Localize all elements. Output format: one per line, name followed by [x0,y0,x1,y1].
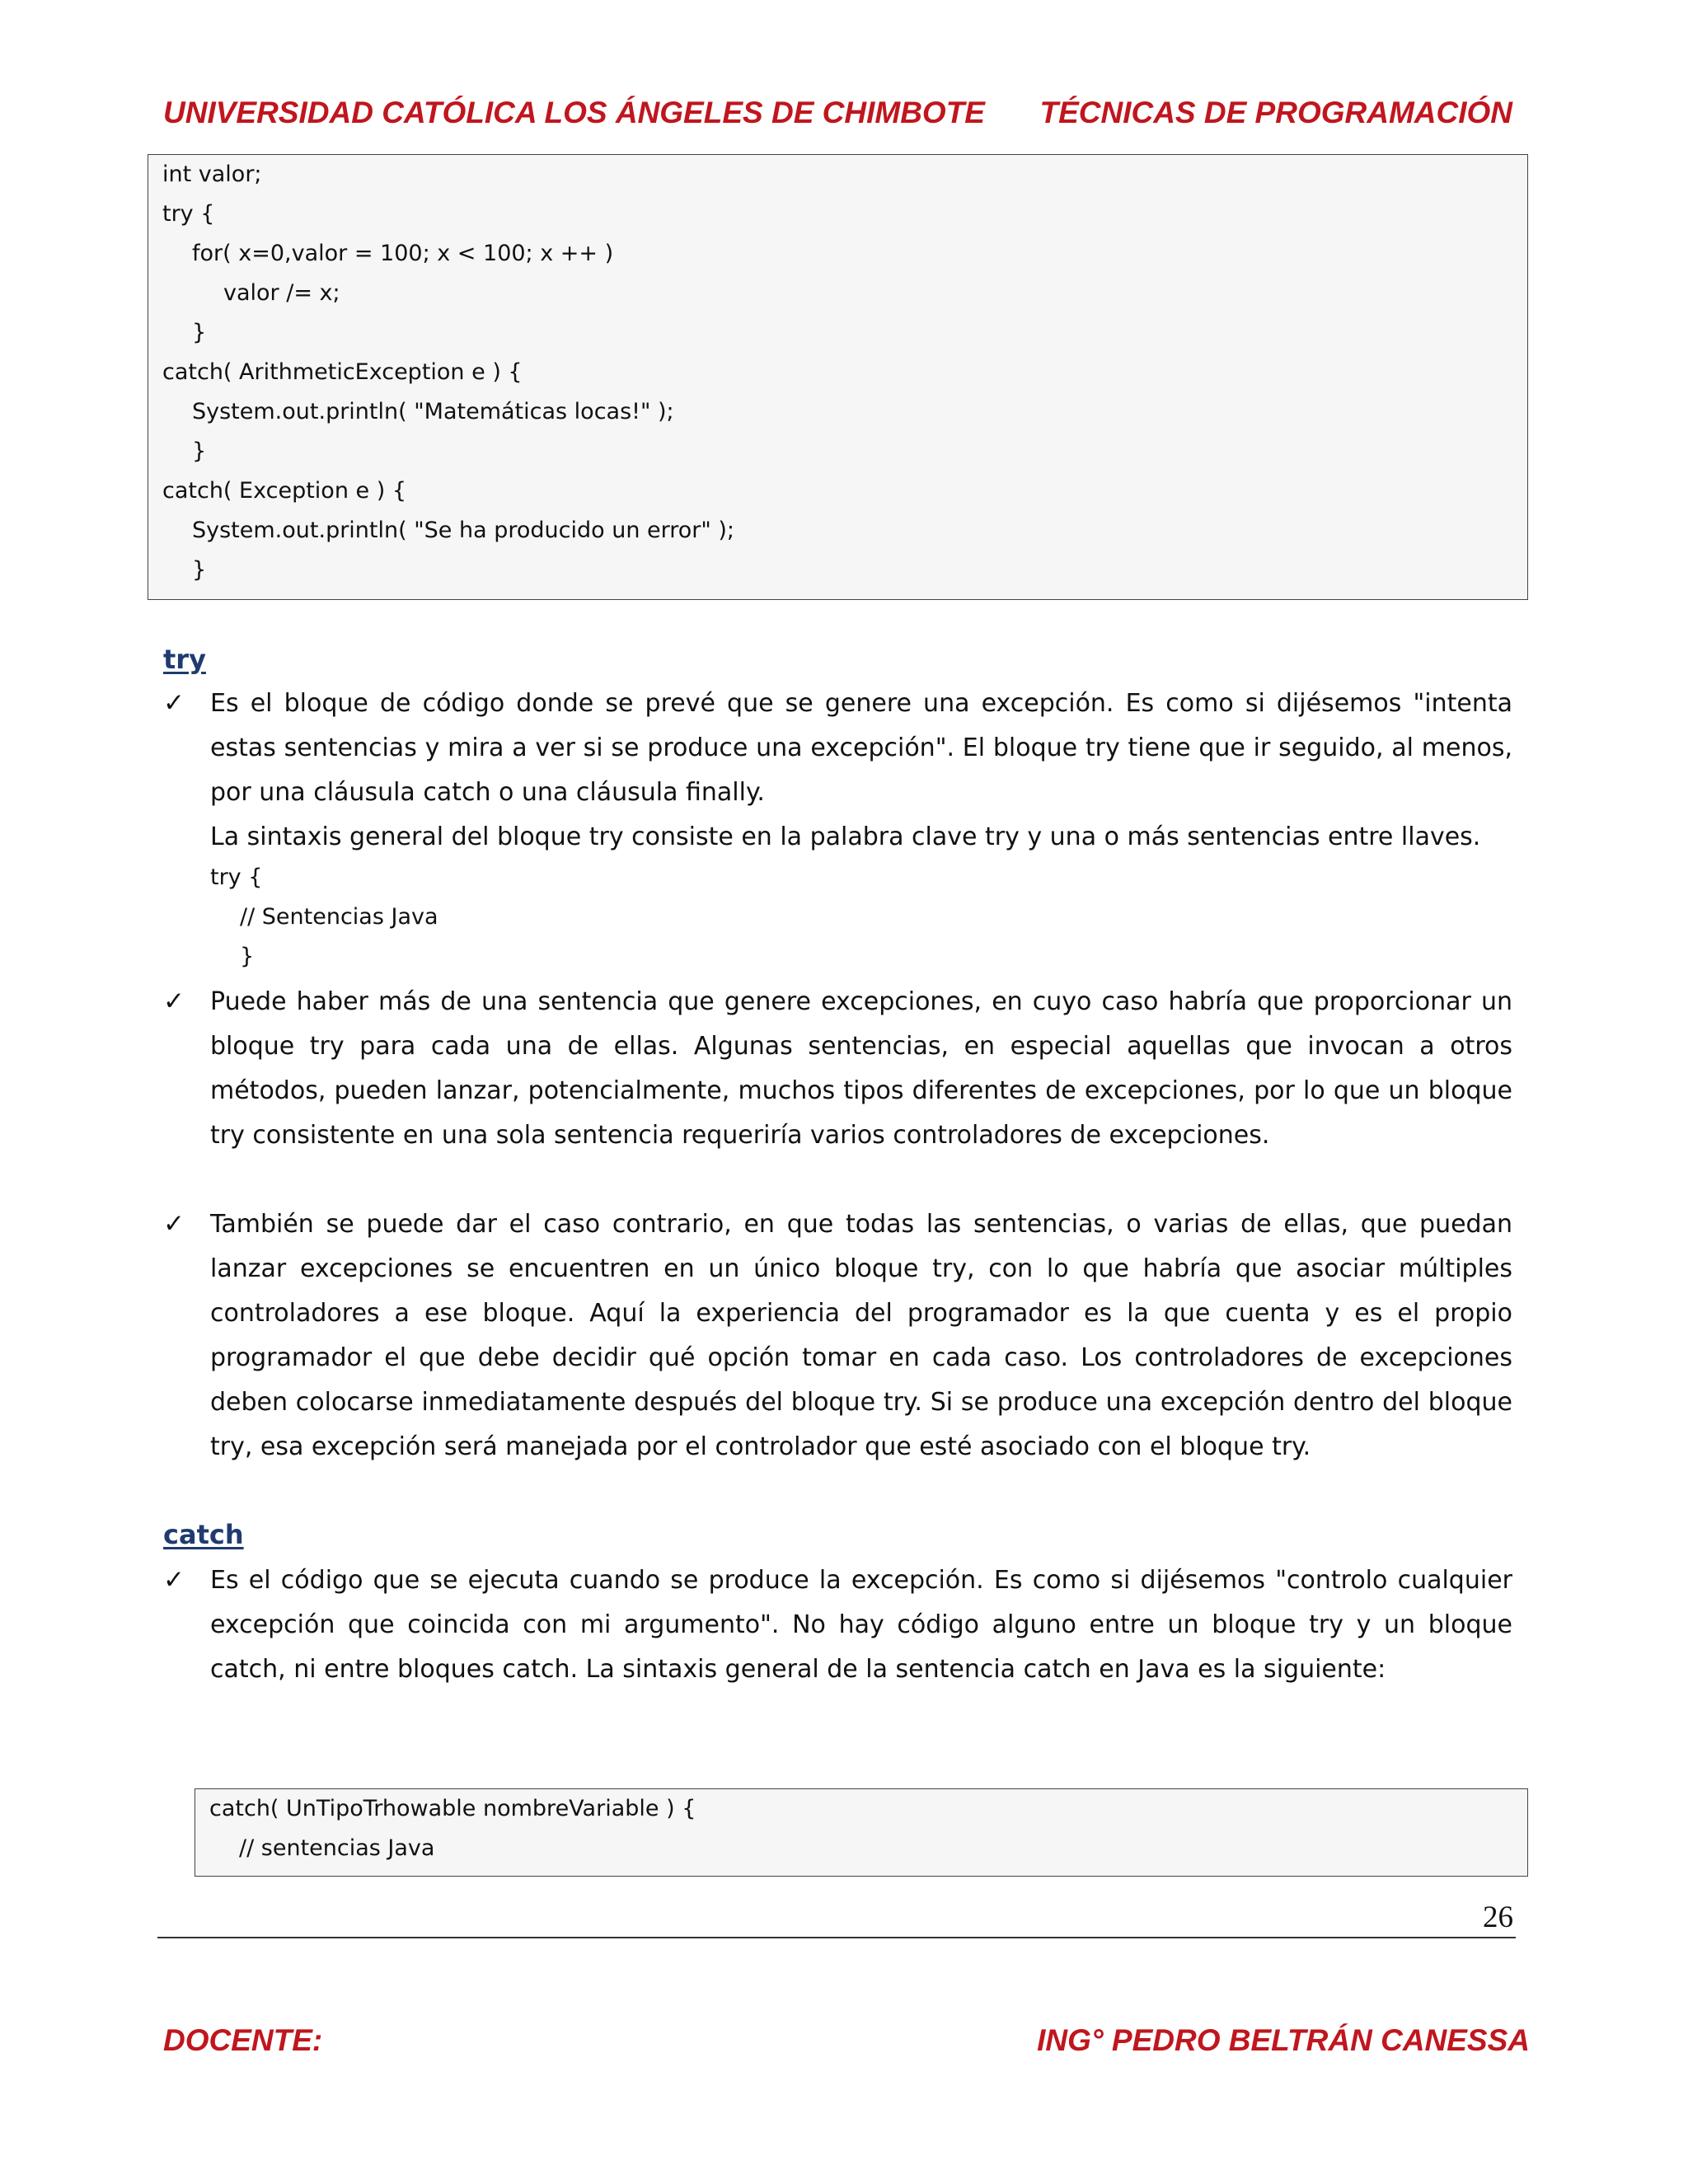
try-syntax-code-line: try { [210,865,263,890]
try-item-2-text: Puede haber más de una sentencia que genere excepciones, en cuyo caso habría que proporcionar un bloque try para cada una de ellas. Algunas sentencias, en especial aquellas que invocan a otros métodos, pueden lanzar, potencialmente, muchos tipos diferentes de excepciones, por lo que un bloque try consistente en una sola sentencia requeriría varios controladores de excepciones. [210,987,1512,1150]
code-line: catch( Exception e ) { [162,478,406,504]
code-line: catch( UnTipoTrhowable nombreVariable ) { [209,1796,696,1821]
code-line: int valor; [162,162,262,187]
code-line: } [192,438,207,464]
try-item-3-text: También se puede dar el caso contrario, en que todas las sentencias, o varias de ellas, que puedan lanzar excepciones se encuentren en un único bloque try, con lo que habría que asociar múltiples controladores a ese bloque. Aquí la experiencia del programador es la que cuenta y es el propio programador el que debe decidir qué opción tomar en cada caso. Los controladores de excepciones deben colocarse inmediatamente después del bloque try. Si se produce una excepción dentro del bloque try, esa excepción será manejada por el controlador que esté asociado con el bloque try. [210,1210,1512,1461]
checkmark-icon: ✓ [163,1209,185,1239]
footer-teacher-name: ING° PEDRO BELTRÁN CANESSA [1037,2023,1530,2057]
try-syntax-code-line: } [240,944,255,969]
checkmark-icon: ✓ [163,1565,185,1595]
checkmark-icon: ✓ [163,688,185,718]
code-line: catch( ArithmeticException e ) { [162,359,523,385]
header-course: TÉCNICAS DE PROGRAMACIÓN [1039,96,1512,129]
footer-docente-label: DOCENTE: [163,2023,323,2057]
code-line: System.out.println( "Se ha producido un error" ); [192,518,735,543]
code-block-example [148,154,1528,600]
try-syntax-code-line: // Sentencias Java [240,904,438,930]
page-number: 26 [1483,1900,1513,1934]
try-item-1-syntax: La sintaxis general del bloque try consiste en la palabra clave try y una o más sentencias entre llaves. [210,823,1481,851]
header-university: UNIVERSIDAD CATÓLICA LOS ÁNGELES DE CHIMBOTE [163,96,985,129]
code-line: valor /= x; [223,280,340,306]
code-line: for( x=0,valor = 100; x < 100; x ++ ) [192,241,614,266]
code-line: try { [162,201,215,227]
checkmark-icon: ✓ [163,987,185,1016]
code-line: System.out.println( "Matemáticas locas!" ); [192,399,674,424]
code-line: } [192,320,207,345]
code-block-catch-syntax [195,1788,1528,1877]
heading-catch: catch [163,1519,244,1550]
code-line: } [192,557,207,583]
heading-try: try [163,644,206,675]
code-line: // sentencias Java [239,1835,435,1861]
catch-item-1-text: Es el código que se ejecuta cuando se produce la excepción. Es como si dijésemos "controlo cualquier excepción que coincida con mi argumento". No hay código alguno entre un bloque try y un bloque catch, ni entre bloques catch. La sintaxis general de la sentencia catch en Java es la siguiente: [210,1566,1512,1684]
footer-divider [157,1937,1516,1938]
try-item-1-text: Es el bloque de código donde se prevé que se genere una excepción. Es como si dijésemos "intenta estas sentencias y mira a ver si se produce una excepción". El bloque try tiene que ir seguido, al menos, por una cláusula catch o una cláusula finally. [210,689,1512,807]
